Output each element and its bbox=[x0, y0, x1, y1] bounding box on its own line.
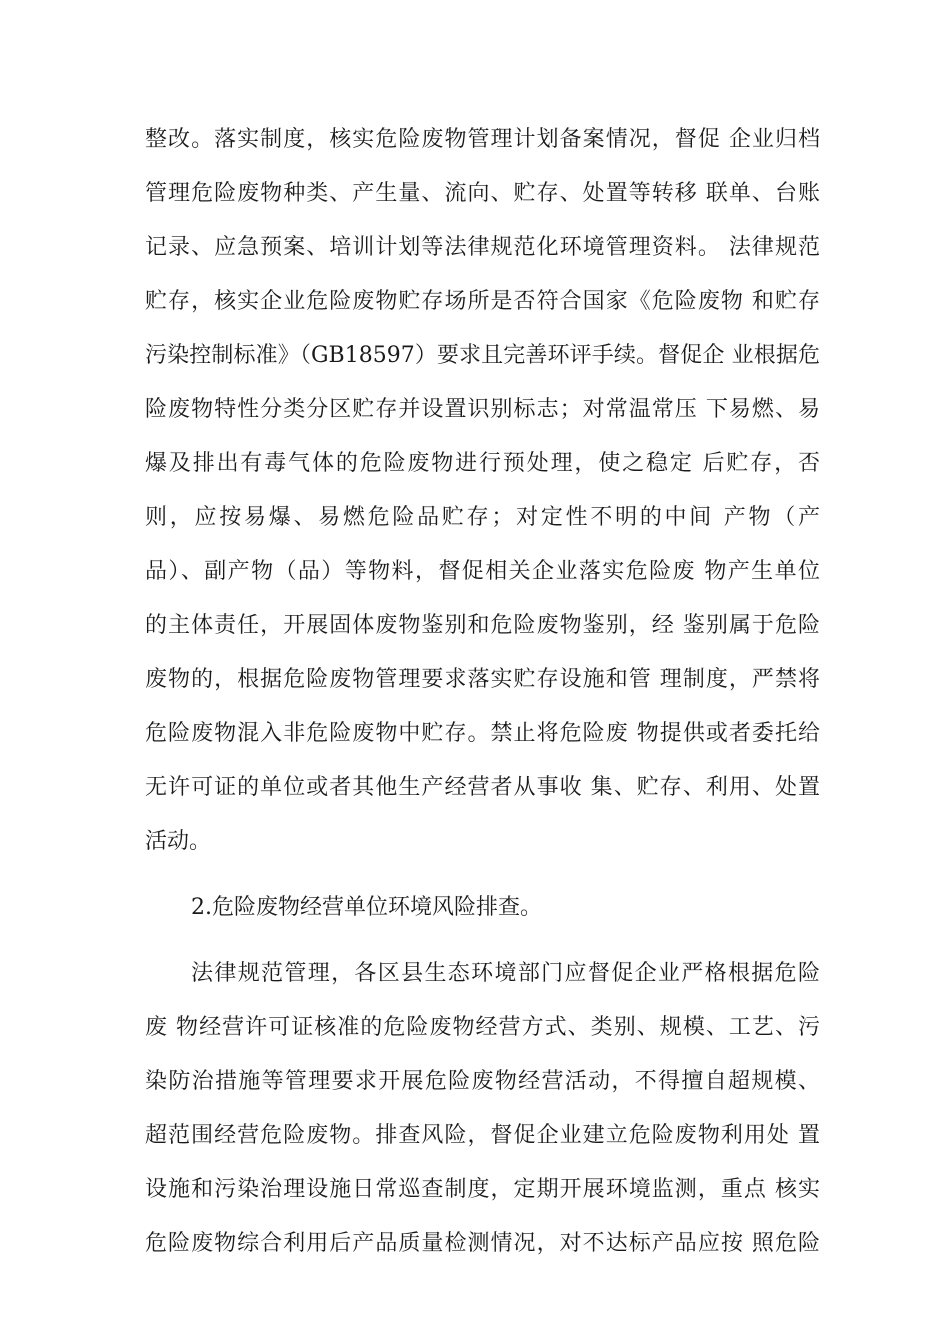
paragraph-operating-units bbox=[145, 947, 820, 1271]
text-line: 记录、应急预案、培训计划等法律规范化环境管理资料。 法律规范 bbox=[145, 235, 820, 260]
text-line: 则，应按易爆、易燃危险品贮存；对定性不明的中间 产物（产 bbox=[145, 505, 820, 530]
text-line: 品）、副产物（品）等物料，督促相关企业落实危险废 物产生单位 bbox=[145, 559, 820, 584]
text-line: 废 物经营许可证核准的危险废物经营方式、类别、规模、工艺、污 bbox=[145, 1015, 820, 1040]
text-line: 爆及排出有毒气体的危险废物进行预处理，使之稳定 后贮存，否 bbox=[145, 451, 820, 476]
paragraph-gap bbox=[145, 935, 820, 947]
text-line: 染防治措施等管理要求开展危险废物经营活动，不得擅自超规模、 bbox=[145, 1069, 820, 1094]
text-line: 污染控制标准》（GB18597）要求且完善环评手续。督促企 业根据危 bbox=[145, 343, 820, 368]
text-line: 整改。落实制度，核实危险废物管理计划备案情况，督促 企业归档 bbox=[145, 127, 820, 152]
text-line: 贮存，核实企业危险废物贮存场所是否符合国家《危险废物 和贮存 bbox=[145, 289, 820, 314]
text-line: 法律规范管理，各区县生态环境部门应督促企业严格根据危险 bbox=[191, 961, 820, 986]
text-line: 管理危险废物种类、产生量、流向、贮存、处置等转移 联单、台账 bbox=[145, 181, 820, 206]
text-line: 活动。 bbox=[145, 829, 212, 854]
text-line: 险废物特性分类分区贮存并设置识别标志；对常温常压 下易燃、易 bbox=[145, 397, 820, 422]
section-heading: 2.危险废物经营单位环境风险排查。 bbox=[191, 895, 542, 920]
document-body bbox=[145, 113, 820, 1271]
paragraph-gap bbox=[145, 869, 820, 881]
text-line: 危险废物综合利用后产品质量检测情况，对不达标产品应按 照危险 bbox=[145, 1231, 820, 1256]
text-line: 危险废物混入非危险废物中贮存。禁止将危险废 物提供或者委托给 bbox=[145, 721, 820, 746]
text-line: 设施和污染治理设施日常巡查制度，定期开展环境监测，重点 核实 bbox=[145, 1177, 820, 1202]
paragraph-storage-rectification bbox=[145, 113, 820, 869]
text-line: 无许可证的单位或者其他生产经营者从事收 集、贮存、利用、处置 bbox=[145, 775, 820, 800]
text-line: 废物的，根据危险废物管理要求落实贮存设施和管 理制度，严禁将 bbox=[145, 667, 820, 692]
text-line: 的主体责任，开展固体废物鉴别和危险废物鉴别，经 鉴别属于危险 bbox=[145, 613, 820, 638]
text-line: 超范围经营危险废物。排查风险，督促企业建立危险废物利用处 置 bbox=[145, 1123, 820, 1148]
